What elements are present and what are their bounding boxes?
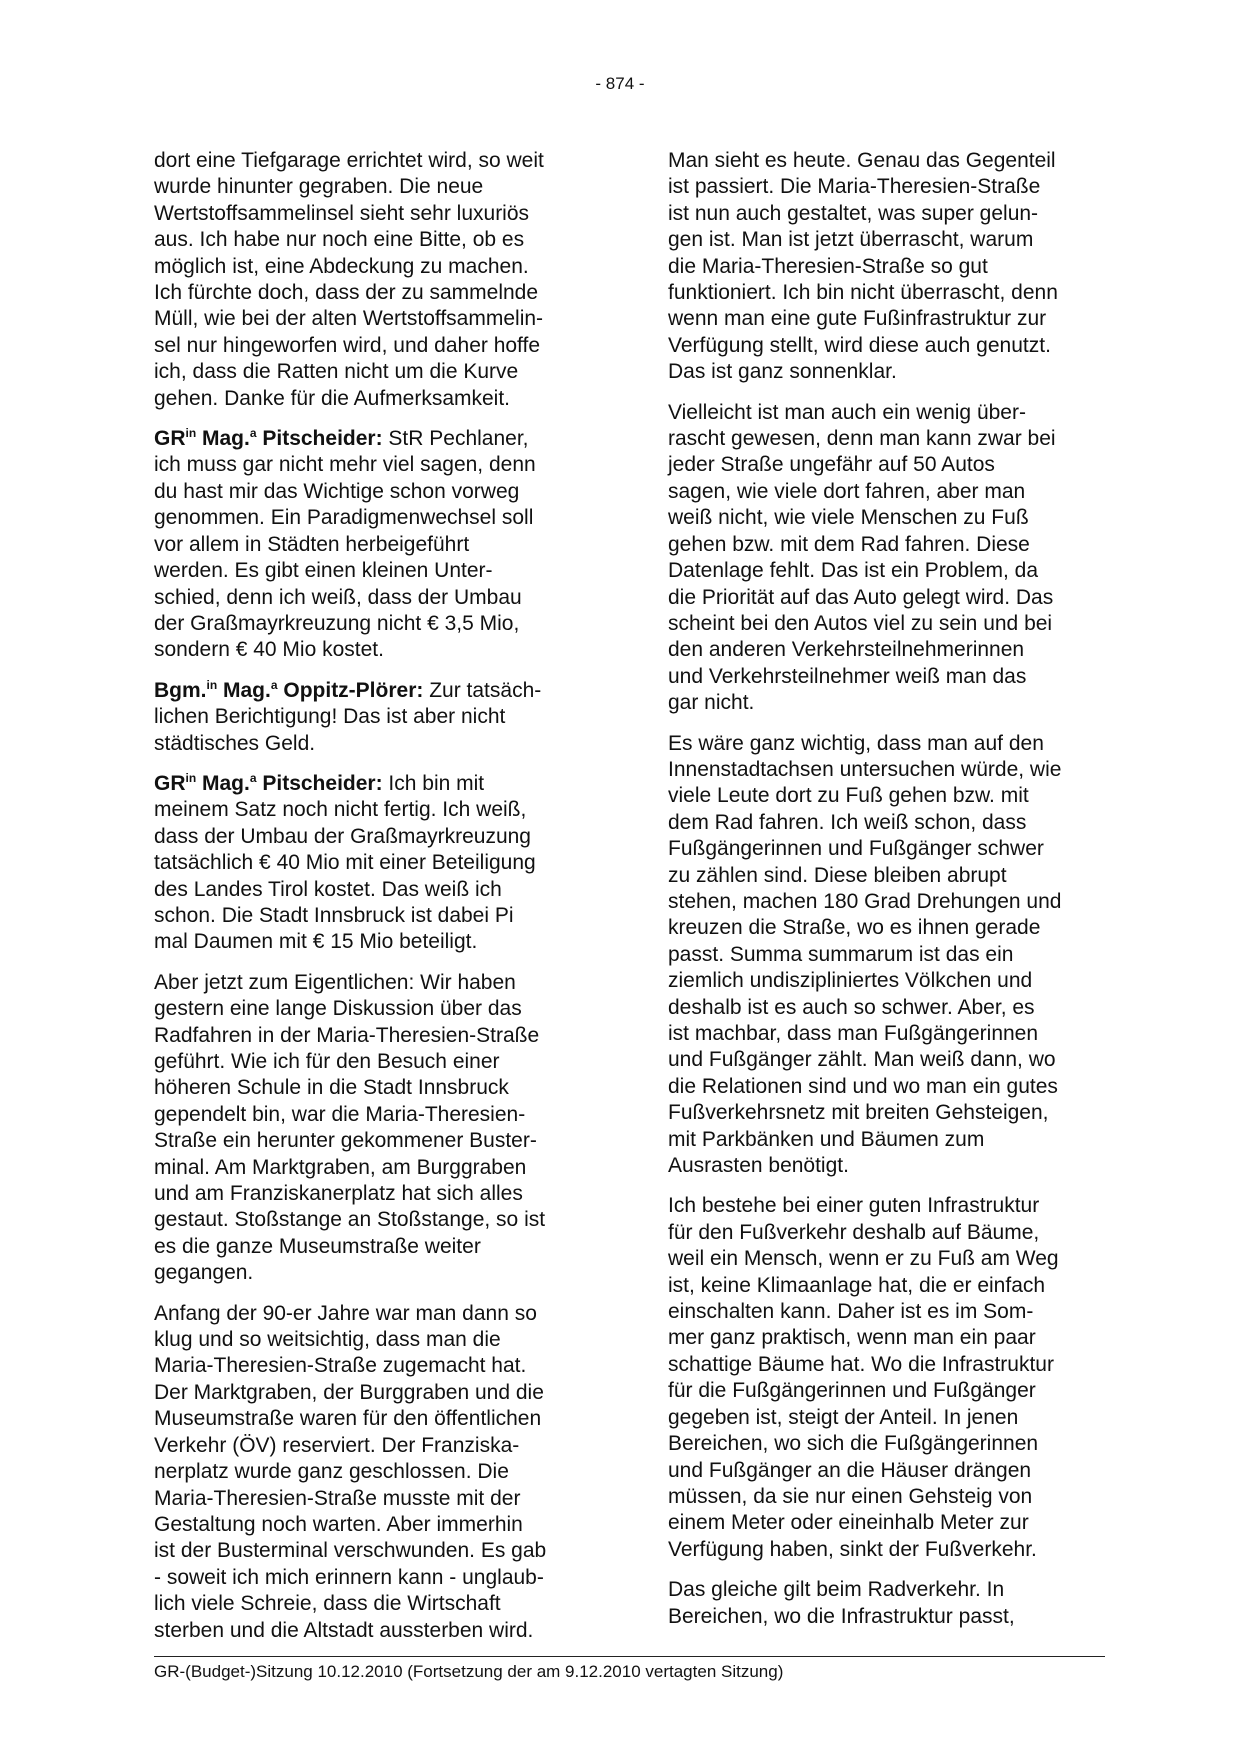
text-line: Museumstraße waren für den öffentlichen	[154, 1407, 542, 1431]
text-line: Es wäre ganz wichtig, dass man auf den	[668, 731, 1044, 755]
text-line: Aber jetzt zum Eigentlichen: Wir haben	[154, 970, 516, 994]
text-line: du hast mir das Wichtige schon vorweg	[154, 479, 520, 503]
text-line: gegangen.	[154, 1261, 254, 1285]
text-line: Fußgängerinnen und Fußgänger schwer	[668, 837, 1044, 861]
text-line: Innenstadtachsen untersuchen würde, wie	[668, 757, 1062, 781]
speaker-name	[154, 427, 383, 450]
text-line: höheren Schule in die Stadt Innsbruck	[154, 1076, 509, 1100]
text-line: ist machbar, dass man Fußgängerinnen	[668, 1022, 1039, 1045]
text-line: und Fußgänger an die Häuser drängen	[668, 1458, 1032, 1482]
text-line: gestaut. Stoßstange an Stoßstange, so ist	[154, 1208, 546, 1232]
speaker-degree-suffix: a	[249, 426, 257, 441]
speaker-line	[154, 426, 589, 452]
paragraph	[668, 1193, 1103, 1563]
text-line: meinem Satz noch nicht fertig. Ich weiß,	[154, 798, 527, 822]
text-line: gegeben ist, steigt der Anteil. In jenen	[668, 1405, 1019, 1429]
text-line: minal. Am Marktgraben, am Burggraben	[154, 1155, 527, 1179]
footer-divider	[154, 1656, 1105, 1657]
speaker-name	[154, 679, 423, 702]
text-line: werden. Es gibt einen kleinen Unter-	[154, 559, 493, 583]
paragraph	[154, 970, 589, 1287]
paragraph	[668, 1577, 1103, 1630]
speaker-line	[154, 771, 589, 797]
text-line: Ausrasten benötigt.	[668, 1154, 849, 1178]
text-line: geführt. Wie ich für den Besuch einer	[154, 1050, 500, 1073]
speech-text: Zur tatsäch-	[423, 678, 542, 702]
footer-text: GR-(Budget-)Sitzung 10.12.2010 (Fortsetzung der am 9.12.2010 vertagten Sitzung)	[154, 1662, 784, 1681]
text-line: Ich bestehe bei einer guten Infrastruktur	[668, 1194, 1040, 1218]
text-line: weil ein Mensch, wenn er zu Fuß am Weg	[668, 1247, 1059, 1271]
text-line: Bereichen, wo sich die Fußgängerinnen	[668, 1432, 1039, 1456]
text-line: Anfang der 90-er Jahre war man dann so	[154, 1301, 537, 1325]
text-line: lichen Berichtigung! Das ist aber nicht	[154, 705, 506, 729]
text-line: ist der Busterminal verschwunden. Es gab	[154, 1539, 547, 1563]
text-line: ist passiert. Die Maria-Theresien-Straße	[668, 175, 1041, 199]
text-line: mer ganz praktisch, wenn man ein paar	[668, 1326, 1036, 1350]
speaker-title: GR	[154, 771, 186, 795]
text-line: gar nicht.	[668, 691, 755, 715]
text-line: sondern € 40 Mio kostet.	[154, 638, 384, 662]
text-line: ziemlich undiszipliniertes Völkchen und	[668, 969, 1033, 993]
text-line: mit Parkbänken und Bäumen zum	[668, 1127, 985, 1151]
speaker-surname: Oppitz-Plörer:	[277, 678, 424, 702]
paragraph	[154, 426, 589, 664]
text-line: Der Marktgraben, der Burggraben und die	[154, 1380, 544, 1404]
text-line: Verfügung stellt, wird diese auch genutzt.	[668, 333, 1051, 357]
text-line: Radfahren in der Maria-Theresien-Straße	[154, 1023, 540, 1047]
text-line: dass der Umbau der Graßmayrkreuzung	[154, 824, 531, 848]
right-column	[668, 148, 1103, 1644]
speaker-surname: Pitscheider:	[256, 771, 383, 795]
speaker-degree: Mag.	[196, 771, 250, 795]
text-line: - soweit ich mich erinnern kann - unglaub-	[154, 1565, 544, 1589]
speaker-degree: Mag.	[196, 427, 250, 451]
text-line: schon. Die Stadt Innsbruck ist dabei Pi	[154, 903, 514, 927]
text-line: der Graßmayrkreuzung nicht € 3,5 Mio,	[154, 611, 520, 635]
text-line: dem Rad fahren. Ich weiß schon, dass	[668, 810, 1027, 834]
text-line: stehen, machen 180 Grad Drehungen und	[668, 889, 1062, 913]
text-line: die Maria-Theresien-Straße so gut	[668, 254, 988, 278]
text-line: Straße ein herunter gekommener Buster-	[154, 1129, 537, 1153]
text-line: aus. Ich habe nur noch eine Bitte, ob es	[154, 228, 525, 252]
text-line: städtisches Geld.	[154, 731, 316, 755]
paragraph	[154, 148, 589, 412]
text-line: Das ist ganz sonnenklar.	[668, 360, 897, 384]
text-line: dort eine Tiefgarage errichtet wird, so weit	[154, 149, 544, 172]
text-line: schattige Bäume hat. Wo die Infrastruktur	[668, 1352, 1054, 1376]
text-line: und Verkehrsteilnehmer weiß man das	[668, 664, 1027, 688]
text-line: jeder Straße ungefähr auf 50 Autos	[668, 453, 995, 477]
text-line: Gestaltung noch warten. Aber immerhin	[154, 1512, 523, 1536]
text-line: ist, keine Klimaanlage hat, die er einfach	[668, 1273, 1046, 1297]
speaker-title-suffix: in	[185, 770, 197, 785]
paragraph	[668, 148, 1103, 386]
speaker-line	[154, 678, 589, 704]
text-line: für den Fußverkehr deshalb auf Bäume,	[668, 1220, 1040, 1244]
text-line: einschalten kann. Daher ist es im Som-	[668, 1300, 1034, 1324]
page-number: - 874 -	[595, 74, 645, 93]
paragraph	[668, 731, 1103, 1180]
text-line: schied, denn ich weiß, dass der Umbau	[154, 585, 522, 609]
paragraph	[154, 1301, 589, 1644]
speaker-surname: Pitscheider:	[256, 427, 383, 451]
text-line: müssen, da sie nur einen Gehsteig von	[668, 1484, 1033, 1508]
speaker-title: GR	[154, 427, 186, 451]
text-line: Maria-Theresien-Straße musste mit der	[154, 1486, 521, 1510]
text-line: mal Daumen mit € 15 Mio beteiligt.	[154, 930, 478, 954]
text-line: ich, dass die Ratten nicht um die Kurve	[154, 360, 519, 384]
text-line: Ich fürchte doch, dass der zu sammelnde	[154, 281, 539, 305]
text-line: scheint bei den Autos viel zu sein und bei	[668, 611, 1053, 635]
text-line: Verkehr (ÖV) reserviert. Der Franziska-	[154, 1433, 520, 1457]
speaker-degree-suffix: a	[249, 770, 257, 785]
text-line: genommen. Ein Paradigmenwechsel soll	[154, 506, 534, 530]
speaker-name	[154, 772, 383, 795]
text-line: des Landes Tirol kostet. Das weiß ich	[154, 877, 502, 901]
text-line: gependelt bin, war die Maria-Theresien-	[154, 1102, 526, 1126]
text-line: funktioniert. Ich bin nicht überrascht, denn	[668, 281, 1058, 305]
speaker-title-suffix: in	[185, 426, 197, 441]
text-line: gen ist. Man ist jetzt überrascht, warum	[668, 228, 1034, 252]
text-line: die Priorität auf das Auto gelegt wird. Das	[668, 585, 1054, 609]
speaker-degree: Mag.	[217, 678, 271, 702]
text-line: es die ganze Museumstraße weiter	[154, 1234, 481, 1258]
text-line: Bereichen, wo die Infrastruktur passt,	[668, 1604, 1015, 1628]
speech-text: Ich bin mit	[382, 771, 485, 795]
text-line: nerplatz wurde ganz geschlossen. Die	[154, 1460, 509, 1484]
text-line: viele Leute dort zu Fuß gehen bzw. mit	[668, 784, 1029, 808]
text-line: kreuzen die Straße, wo es ihnen gerade	[668, 916, 1041, 940]
text-line: sel nur hingeworfen wird, und daher hoffe	[154, 333, 541, 357]
text-line: Datenlage fehlt. Das ist ein Problem, da	[668, 559, 1039, 583]
text-line: deshalb ist es auch so schwer. Aber, es	[668, 995, 1035, 1019]
text-line: weiß nicht, wie viele Menschen zu Fuß	[668, 506, 1029, 530]
text-line: Das gleiche gilt beim Radverkehr. In	[668, 1578, 1005, 1602]
text-line: passt. Summa summarum ist das ein	[668, 942, 1014, 966]
text-line: Man sieht es heute. Genau das Gegenteil	[668, 149, 1056, 172]
text-line: ich muss gar nicht mehr viel sagen, denn	[154, 453, 536, 477]
text-line: Vielleicht ist man auch ein wenig über-	[668, 400, 1026, 424]
text-line: Verfügung haben, sinkt der Fußverkehr.	[668, 1537, 1037, 1561]
text-line: für die Fußgängerinnen und Fußgänger	[668, 1379, 1036, 1403]
paragraph	[154, 678, 589, 757]
paragraph	[154, 771, 589, 956]
text-line: ist nun auch gestaltet, was super gelun-	[668, 201, 1039, 225]
text-line: vor allem in Städten herbeigeführt	[154, 532, 470, 556]
text-line: die Relationen sind und wo man ein gutes	[668, 1074, 1058, 1098]
text-line: Wertstoffsammelinsel sieht sehr luxuriös	[154, 201, 530, 225]
paragraph	[668, 400, 1103, 717]
speaker-title-suffix: in	[206, 677, 218, 692]
text-line: tatsächlich € 40 Mio mit einer Beteiligung	[154, 851, 536, 875]
speech-text: StR Pechlaner,	[382, 427, 529, 451]
text-line: wurde hinunter gegraben. Die neue	[154, 175, 484, 199]
text-line: gestern eine lange Diskussion über das	[154, 997, 522, 1021]
text-line: gehen bzw. mit dem Rad fahren. Diese	[668, 532, 1030, 556]
text-line: Fußverkehrsnetz mit breiten Gehsteigen,	[668, 1101, 1049, 1125]
text-line: sterben und die Altstadt aussterben wird.	[154, 1618, 534, 1642]
text-line: Müll, wie bei der alten Wertstoffsammelin-	[154, 307, 544, 331]
text-line: rascht gewesen, denn man kann zwar bei	[668, 427, 1056, 451]
text-line: Maria-Theresien-Straße zugemacht hat.	[154, 1354, 527, 1378]
text-line: zu zählen sind. Diese bleiben abrupt	[668, 863, 1007, 887]
text-line: und Fußgänger zählt. Man weiß dann, wo	[668, 1048, 1056, 1072]
text-line: lich viele Schreie, dass die Wirtschaft	[154, 1592, 501, 1616]
left-column	[154, 148, 589, 1658]
speaker-title: Bgm.	[154, 678, 207, 702]
text-line: klug und so weitsichtig, dass man die	[154, 1328, 501, 1352]
text-line: möglich ist, eine Abdeckung zu machen.	[154, 254, 529, 278]
text-line: einem Meter oder eineinhalb Meter zur	[668, 1511, 1029, 1535]
text-line: den anderen Verkehrsteilnehmerinnen	[668, 638, 1025, 662]
speaker-degree-suffix: a	[270, 677, 278, 692]
text-line: gehen. Danke für die Aufmerksamkeit.	[154, 386, 511, 410]
text-line: wenn man eine gute Fußinfrastruktur zur	[668, 307, 1047, 331]
text-line: und am Franziskanerplatz hat sich alles	[154, 1182, 523, 1206]
text-line: sagen, wie viele dort fahren, aber man	[668, 479, 1026, 503]
